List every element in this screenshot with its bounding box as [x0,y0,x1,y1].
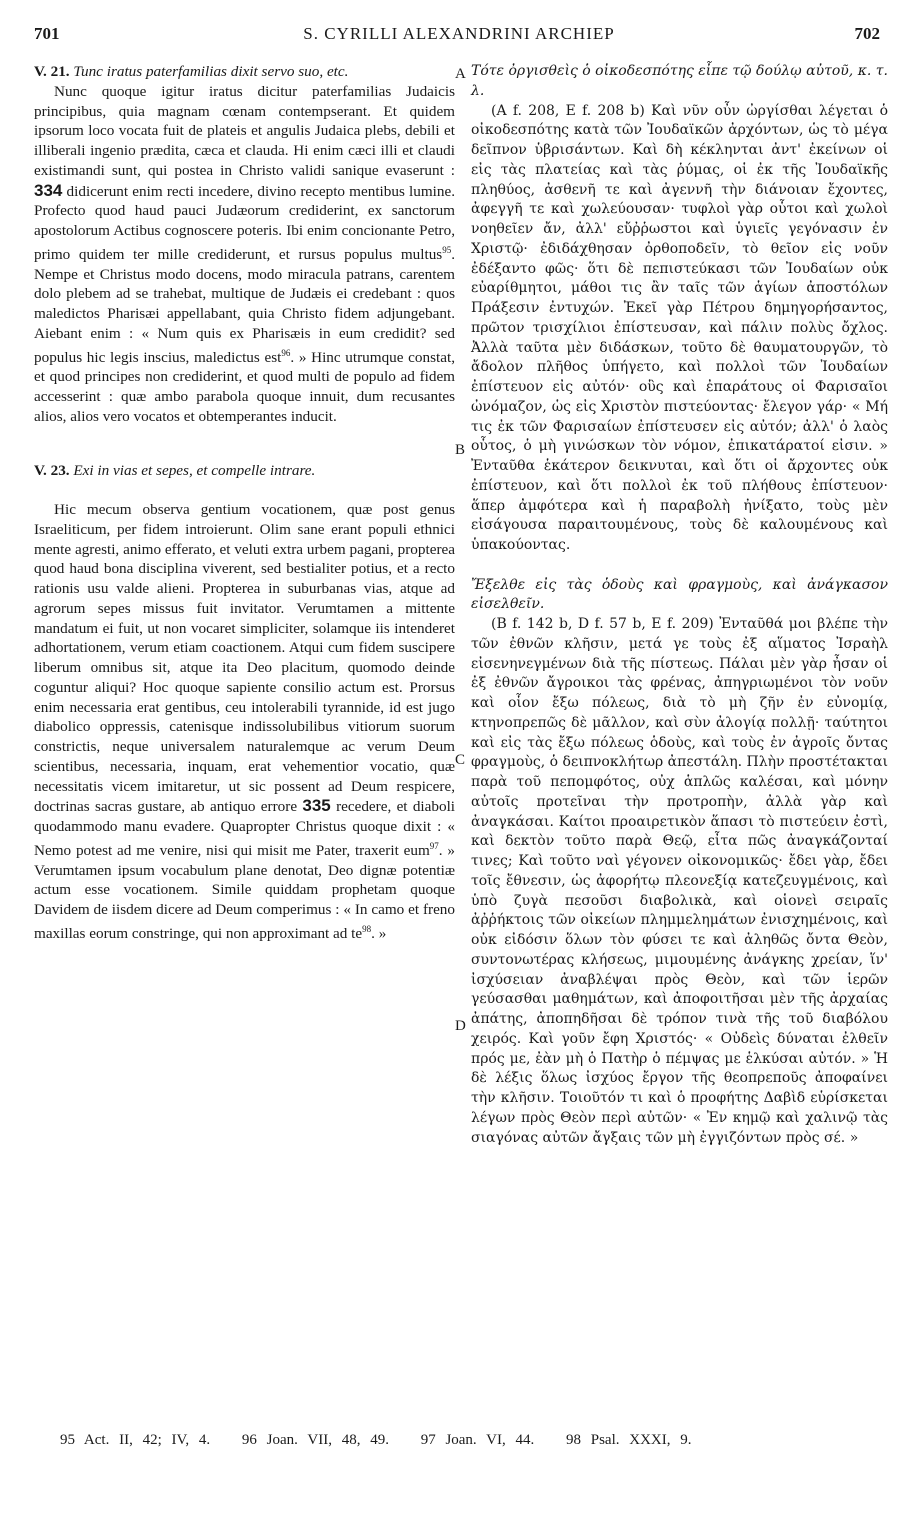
manuscript-reference: (A f. 208, E f. 208 b) [491,102,645,119]
text-run: didicerunt enim recti incedere, divino recepto mentibus lumine. Profecto quod haud pauci Judæorum crediderint, ex sanctorum apostolorum Actibus cognoscere poteris. Ibi enim concionante Petro, primo quidem ter mille crediderunt, et rursus populus multus [34,182,456,263]
text-run: . » [371,925,387,942]
latin-column [34,62,455,944]
greek-verse-23: Ἔξελθε εἰς τὰς ὁδοὺς καὶ φραγμοὺς, καὶ ἀνάγκασον εἰσελθεῖν. [471,576,888,613]
footnote-95: 95 Act. II, 42; IV, 4. [60,1432,211,1448]
latin-paragraph-1 [34,82,455,427]
verse-text: Tunc iratus paterfamilias dixit servo suo, etc. [73,63,349,80]
footnote-ref: 96 [281,347,291,358]
margin-letter-d: D [455,1018,466,1034]
text-run: Nunc quoque igitur iratus dicitur paterfamilias Judaicis principibus, quia magnam cœnam contempserant. Et quidem ipsorum loco vocata fuit de plateis et angulis Judaica plebs, debili et illiberali ingenio prædita, cæca et clauda. Hi enim cæci illi et claudi existimandi sunt, qui postea in Christo validi sanique evaserunt : [34,82,455,179]
footnote-ref: 97 [429,840,439,851]
text-run: recedere, et diaboli quodammodo manu evadere. Quapropter Christus quoque dixit : « Nemo potest ad me venire, nisi qui misit me Pater, traxerit eum [34,798,456,859]
greek-paragraph-1 [471,102,888,556]
marginal-page-number: 334 [34,180,63,200]
text-run: Καὶ νῦν οὖν ὠργίσθαι λέγεται ὁ οἰκοδεσπότης κατὰ τῶν Ἰουδαϊκῶν ἀρχόντων, ὡς τὸ μέγα δεῖπνον ὑβρισάντων. Καὶ δὴ κέκληνται ἀντ' ἐκείνων οἱ εἰς τὰς πλατείας καὶ τὰς ῥύμας, οἱ ἐκ τῆς Ἰουδαϊκῆς πληθύος, ἀσθενῆ τε καὶ ἀγεννῆ τὴν διάνοιαν ἔχοντες, ἀφεγγῆ τε καὶ χωλεύουσαν· τυφλοὶ γὰρ οὗτοι καὶ χωλοὶ νοηθεῖεν ἄν, ἀλλ' εὔῤῥωστοι καὶ ὑγιεῖς γεγόνασιν ἐν Χριστῷ· ἐδιδάχθησαν ὀρθοποδεῖν, τὸ θεῖον εἰς νοῦν ἐδέξαντο φῶς· ὅτι δὲ πεπιστεύκασι τῶν Ἰουδαίων οὐκ εὐαρίθμητοι, μάθοι τις ἂν ταῖς τῶν ἁγίων ἀποστόλων Πράξεσιν ἐντυχών. Ἐκεῖ γὰρ Πέτρου δημηγορήσαντος, πρῶτον τρισχίλιοι ἐπίστευσαν, καὶ πάλιν πολὺς ὄχλος. Ἀλλὰ ταῦτα μὲν διδάσκων, τοῦτο δὲ θαυματουργῶν, τὸ ἄδολον πλῆθος ὑπήγετο, καὶ πολλοὶ τῶν Ἰουδαίων ἐπίστευον εἰς αὐτόν· οὓς καὶ ἐπαράτους οἱ Φαρισαῖοι ὠνόμαζον, ὡς εἰς Χριστὸν πιστεύοντας· ἔλεγον γάρ· « Μή τις ἐκ τῶν Φαρισαίων ἐπίστευσεν εἰς αὐτόν; ἀλλ' ὁ λαὸς οὗτος, ὁ μὴ γινώσκων τὸν νόμον, ἐπικατάρατοί εἰσιν. » Ἐνταῦθα ἑκάτερον δεικνυται, καὶ ὅτι οἱ ἄρχοντες οὐκ ἐπίστευον, καὶ ὅτι πολλοὶ ἐκ τοῦ πλήθους ἐπίστευον· ἅπερ ἀμφότερα καὶ ἡ παραβολὴ ἠνίξατο, τοὺς μὲν εἰσάγουσα παραιτουμένους, τοὺς δὲ καλουμένους καὶ ὑπακούοντας. [471,102,888,553]
footnote-98: 98 Psal. XXXI, 9. [566,1432,692,1448]
verse-label: V. 21. [34,63,70,80]
spacer [34,480,455,500]
latin-verse-21 [34,62,455,82]
greek-verse-21: Τότε ὀργισθεὶς ὁ οἰκοδεσπότης εἶπε τῷ δούλῳ αὐτοῦ, κ. τ. λ. [471,63,888,99]
footnotes [60,1432,880,1449]
verse-text: Exi in vias et sepes, et compelle intrare. [73,461,316,479]
footnote-ref: 95 [442,244,452,255]
text-run: . » Verumtamen ipsum vocabulum plane denotat, Deo dignæ potentiæ actum esse vocationem. Simile quiddam prophetam quoque Davidem de iisdem dicere ad Deum comperimus : « In camo et freno maxillas eorum constringe, qui non approximant ad te [34,841,455,942]
footnote-ref: 98 [362,923,372,934]
greek-paragraph-2 [471,615,888,1148]
latin-verse-23 [34,461,455,481]
latin-paragraph-2 [34,500,455,944]
footnote-96: 96 Joan. VII, 48, 49. [241,1432,389,1448]
text-run: Ἐνταῦθά μοι βλέπε τὴν τῶν ἐθνῶν κλῆσιν, μετά γε τοὺς ἐξ αἵματος Ἰσραὴλ εἰσενηνεγμένων διὰ τῆς πίστεως. Πάλαι μὲν γὰρ ἦσαν οἱ ἐξ ἐθνῶν ἄγροικοι τὰς φρένας, ἀπηγριωμένοι τὸν νοῦν καὶ οἷον ἔξω πόλεως, διὰ τὸ μὴ ζῆν ἐν εὐνομίᾳ, κτηνοπρεπῶς δὲ μᾶλλον, καὶ σὺν ἀλογίᾳ πολλῇ· ταύτητοι καὶ εἰς τὰς ἔξω πόλεως ὁδοὺς, καὶ τοὺς ἐν ἀγροῖς ὄντας φραγμοὺς, ὁ δειπνοκλήτωρ ἀπεστάλη. Πλὴν προστέτακται παρὰ τοῦ πεπομφότος, οὐχ ἁπλῶς καλέσαι, καὶ μόνην αὐτοῖς προτεῖναι τὴν προτροπὴν, ἀλλὰ γὰρ καὶ ἀναγκάσαι. Καίτοι προαιρετικὸν ἅπασι τὸ πιστεύειν ἐστὶ, καὶ δεκτὸν τοῦτο παρὰ Θεῷ, εἶτα πῶς ἀναγκάζονταί τινες; Καὶ τοῦτο ναὶ γέγονεν οἰκονομικῶς· ἔδει γὰρ, ἔδει τοῖς ἔθνεσιν, ὡς ἀφορήτῳ πλεονεξίᾳ κατεζευγμένοις, καὶ ὑπὸ ζυγὰ πεσοῦσι διαβολικὰ, καὶ οἱονεὶ σειραῖς ἀῤῥήκτοις τῶν οἰκείων πλημμελημάτων ἐνισχημένοις, καὶ οὐκ εἰδόσιν ὅλων τὸν φύσει τε καὶ ἀληθῶς ὄντα Θεὸν, συντονωτέρας κλήσεως, μιμουμένης ἀνάγκης χρείαν, ἵν' ἰσχύσειαν ἀναβλέψαι πρὸς Θεὸν, καὶ τῶν ἱερῶν γεύσασθαι μαθημάτων, καὶ ἀποφοιτῆσαι μὲν τῆς ἀρχαίας ἀπάτης, ἀποπηδῆσαι δὲ τρόπον τινὰ τῆς τοῦ διαβόλου χειρός. Καὶ γοῦν ἔφη Χριστός· « Οὐδεὶς δύναται ἐλθεῖν πρός με, ἐὰν μὴ ὁ Πατὴρ ὁ πέμψας με ἑλκύσαι αὐτόν. » Ἡ δὲ λέξις ὅλως ἰσχύος ἔργον τῆς θεοπρεποῦς ἀποφαίνει τὴν κλῆσιν. Τοιοῦτόν τι καὶ ὁ προφήτης Δαβὶδ εὑρίσκεται λέγων πρὸς Θεὸν περὶ αὐτῶν· « Ἐν κημῷ καὶ χαλινῷ τὰς σιαγόνας αὐτῶν ἄγξαις τῶν μὴ ἐγγιζόντων πρὸς σέ. » [471,616,889,1146]
verse-label: V. 23. [34,461,70,479]
text-run: . » Hinc utrumque constat, et quod principes non crediderint, et quod multi de populo ad fidem accesserint : quæ ambo parabola quoque innuit, dum recusantes alios, alios vero vocatos et obtemperantes inducit. [34,348,455,425]
spacer [34,427,455,461]
greek-column [471,62,888,1148]
margin-letter-b: B [455,442,466,458]
margin-letter-a: A [455,66,466,82]
margin-letter-c: C [455,752,466,768]
running-title: S. CYRILLI ALEXANDRINI ARCHIEP [303,24,615,43]
marginal-page-number: 335 [302,796,331,816]
spacer [471,556,888,576]
page-header [0,10,918,43]
text-run: Hic mecum observa gentium vocationem, quæ post genus Israeliticum, per fidem introierunt. Olim sane erant populi ethnici mente agresti, animo efferato, et veluti extra urbem pagani, propterea quod haud bona disciplina viverent, sed bestialiter potius, et a recto rationis usu valde alieni. Propterea in suburbanas vias, atque ad agrorum sepes missus fuit invitator. Verumtamen a mittente mandatum ei fuit, ut non vocaret simpliciter, solamque iis intenderet adhortationem, verum etiam coactionem. Atqui cum fidem suscipere liberum omnibus sit, atque ita Deo placitum, quomodo deinde coguntur aliqui? Hoc quoque sapiente consilio actum est. Prorsus enim necessaria erat gentibus, ceu intolerabili tyrannide, id est jugo diabolico oppressis, catenisque indissolubilibus vitiorum suorum constrictis, neque universalem naturalemque ac verum Deum scientibus, necessaria, inquam, erat vehementior vocatio, quæ necessitatis vicem imitaretur, ut sic possent ad Deum respicere, doctrinas sacras gustare, ab antiquo errore [34,501,455,816]
page-number-left: 701 [34,24,60,43]
manuscript-reference: (B f. 142 b, D f. 57 b, E f. 209) [491,616,714,632]
page-number-right: 702 [854,24,880,43]
footnote-97: 97 Joan. VI, 44. [420,1432,535,1448]
text-run: . Nempe et Christus modo docens, modo miracula patrans, carentem dolo plebem ad se trahebat, multique de Judæis ei credebant : quos maledictos Pharisæi appellabant, quia Christo fidem adjungebant. Aiebant enim : « Num quis ex Pharisæis in eum credidit? sed populus hic legis inscius, maledictus est [34,245,455,366]
